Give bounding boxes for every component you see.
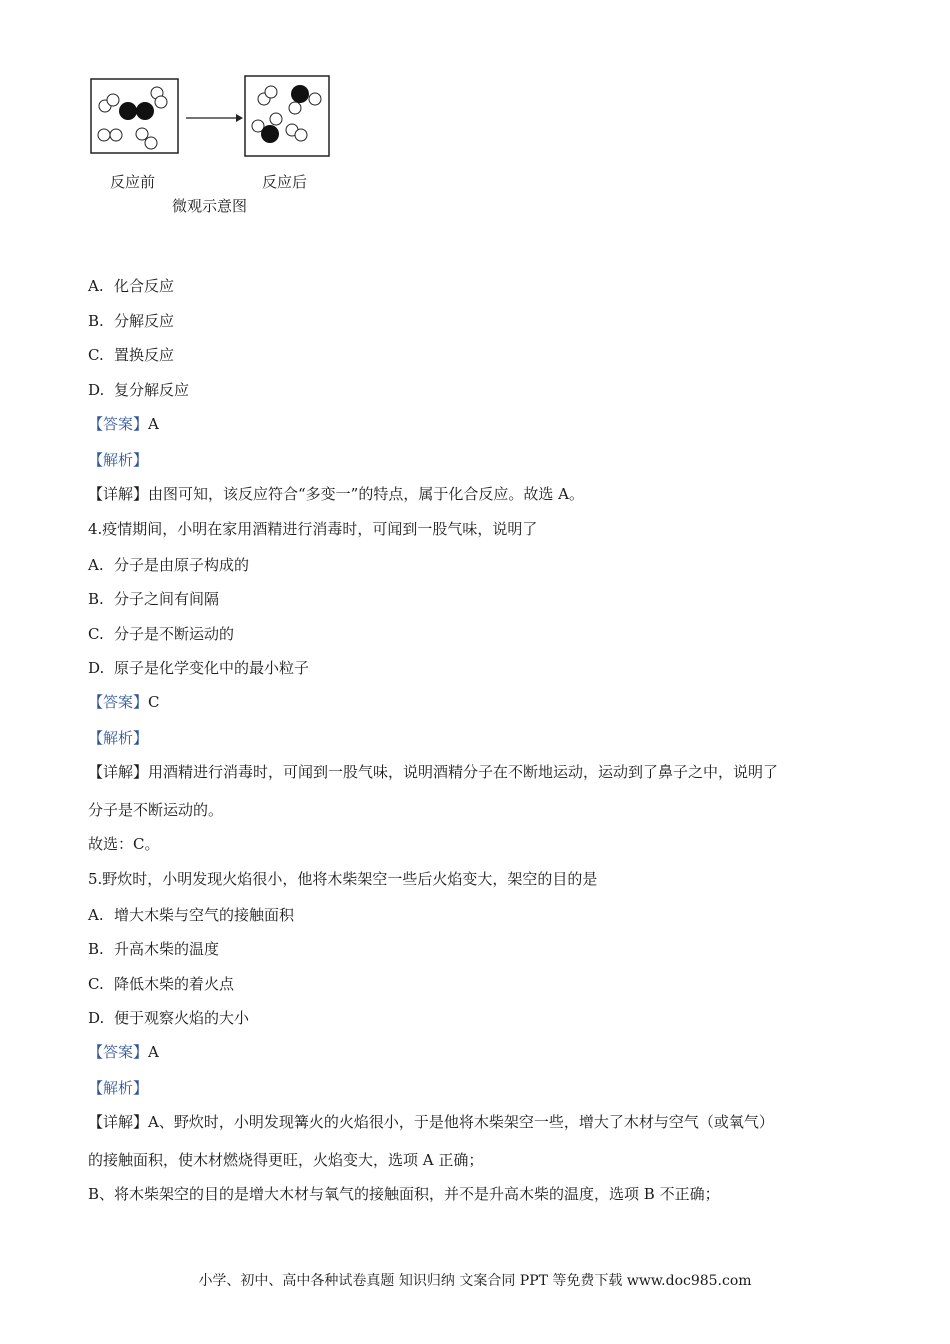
- atom-white: [98, 129, 110, 141]
- atom-black: [119, 102, 137, 120]
- q5-analysis: 【解析】: [88, 1079, 149, 1097]
- atom-white: [270, 113, 282, 125]
- q4-analysis: 【解析】: [88, 729, 149, 747]
- q5-answer: 【答案】A: [88, 1043, 159, 1061]
- diagram-caption: 微观示意图: [172, 197, 248, 215]
- q4-option-a: A. 分子是由原子构成的: [88, 556, 250, 574]
- q5-detail-line3: B、将木柴架空的目的是增大木材与氧气的接触面积，并不是升高木柴的温度，选项 B 不正确；: [88, 1185, 720, 1203]
- atom-white: [289, 102, 301, 114]
- atom-black: [291, 85, 309, 103]
- atom-white: [265, 86, 277, 98]
- atom-white: [136, 128, 148, 140]
- atom-black: [261, 125, 279, 143]
- q5-detail-line2: 的接触面积，使木材燃烧得更旺，火焰变大，选项 A 正确；: [88, 1151, 484, 1169]
- q3-option-c: C. 置换反应: [88, 346, 175, 364]
- q3-option-d: D. 复分解反应: [88, 381, 190, 399]
- q5-option-c: C. 降低木柴的着火点: [88, 975, 235, 993]
- q4-option-c: C. 分子是不断运动的: [88, 625, 235, 643]
- q5-option-b: B. 升高木柴的温度: [88, 940, 220, 958]
- atom-white: [107, 94, 119, 106]
- q3-detail: 【详解】由图可知，该反应符合“多变一”的特点，属于化合反应。故选 A。: [88, 485, 584, 503]
- after-box: [245, 76, 329, 156]
- q4-conclusion: 故选：C。: [88, 835, 160, 853]
- q3-option-a: A. 化合反应: [88, 277, 175, 295]
- q5-question: 5.野炊时，小明发现火焰很小，他将木柴架空一些后火焰变大，架空的目的是: [88, 870, 598, 888]
- atom-white: [145, 137, 157, 149]
- q4-option-b: B. 分子之间有间隔: [88, 590, 220, 608]
- atom-white: [155, 96, 167, 108]
- q4-question: 4.疫情期间，小明在家用酒精进行消毒时，可闻到一股气味，说明了: [88, 520, 538, 538]
- q5-detail-line1: 【详解】A、野炊时，小明发现篝火的火焰很小，于是他将木柴架空一些，增大了木材与空气（或氧气）: [88, 1113, 774, 1131]
- q3-option-b: B. 分解反应: [88, 312, 175, 330]
- atom-white: [309, 93, 321, 105]
- q3-answer: 【答案】A: [88, 415, 159, 433]
- arrow-head: [236, 114, 243, 122]
- micro-diagram: [90, 75, 350, 229]
- q5-option-d: D. 便于观察火焰的大小: [88, 1009, 250, 1027]
- page-footer: 小学、初中、高中各种试卷真题 知识归纳 文案合同 PPT 等免费下载 www.doc985.com: [198, 1273, 752, 1289]
- atom-black: [136, 102, 154, 120]
- q4-detail-line1: 【详解】用酒精进行消毒时，可闻到一股气味，说明酒精分子在不断地运动，运动到了鼻子之中，说明了: [88, 763, 779, 781]
- q4-option-d: D. 原子是化学变化中的最小粒子: [88, 659, 310, 677]
- q4-detail-line2: 分子是不断运动的。: [88, 801, 224, 819]
- atom-white: [110, 129, 122, 141]
- before-label: 反应前: [110, 173, 156, 191]
- atom-white: [295, 129, 307, 141]
- after-label: 反应后: [262, 173, 308, 191]
- q4-answer: 【答案】C: [88, 693, 160, 711]
- q3-analysis: 【解析】: [88, 451, 149, 469]
- q5-option-a: A. 增大木柴与空气的接触面积: [88, 906, 295, 924]
